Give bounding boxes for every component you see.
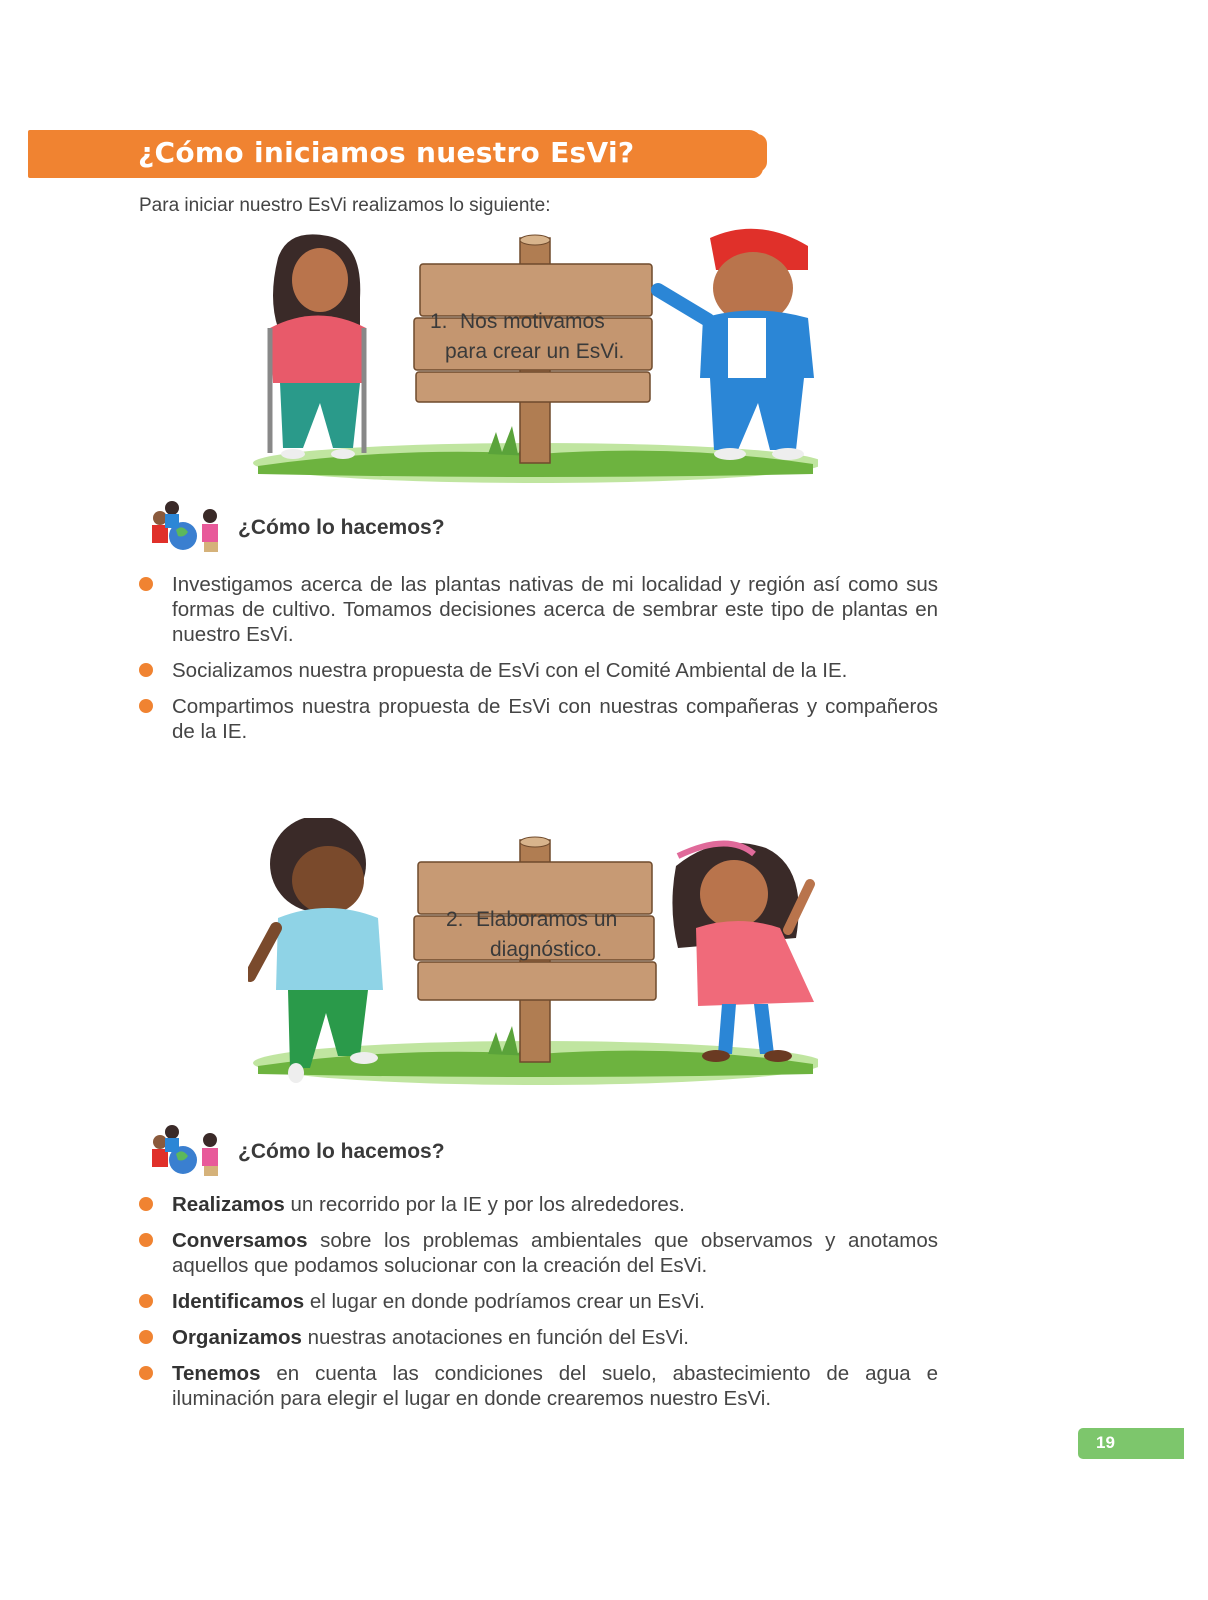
list-item: Realizamos un recorrido por la IE y por los alrededores.: [138, 1192, 938, 1217]
sign-2-line-1: Elaboramos un: [476, 908, 618, 931]
sign-1: [248, 218, 818, 498]
sign-2-line-2: diagnóstico.: [490, 938, 603, 961]
howto-label-1: ¿Cómo lo hacemos?: [238, 516, 445, 539]
sign-1-line-2: para crear un EsVi.: [445, 340, 625, 363]
bullet-dot: [139, 1330, 153, 1344]
list-item: Compartimos nuestra propuesta de EsVi con nuestras compañeras y compañeros de la IE.: [138, 694, 938, 744]
bullet-list-2: [138, 1192, 938, 1422]
list-item: Organizamos nuestras anotaciones en función del EsVi.: [138, 1325, 938, 1350]
howto-heading-2: [138, 1122, 445, 1182]
list-item: Tenemos en cuenta las condiciones del suelo, abastecimiento de agua e iluminación para elegir el lugar en donde crearemos nuestro EsVi.: [138, 1361, 938, 1411]
bullet-dot: [139, 577, 153, 591]
sign-1-number: 1.: [430, 310, 448, 333]
kids-globe-icon: [138, 1122, 228, 1182]
bullet-dot: [139, 1197, 153, 1211]
sign-2: [248, 818, 818, 1098]
list-item: Identificamos el lugar en donde podríamos crear un EsVi.: [138, 1289, 938, 1314]
kids-globe-icon: [138, 498, 228, 558]
bullet-dot: [139, 1294, 153, 1308]
sign-2-number: 2.: [446, 908, 464, 931]
bullet-list-1: [138, 572, 938, 755]
bullet-dot: [139, 1366, 153, 1380]
list-item: Conversamos sobre los problemas ambientales que observamos y anotamos aquellos que podamos solucionar con la creación del EsVi.: [138, 1228, 938, 1278]
page-title: ¿Cómo iniciamos nuestro EsVi?: [138, 136, 635, 169]
bullet-dot: [139, 663, 153, 677]
bullet-dot: [139, 699, 153, 713]
bullet-dot: [139, 1233, 153, 1247]
list-item: Investigamos acerca de las plantas nativas de mi localidad y región así como sus formas de cultivo. Tomamos decisiones acerca de sembrar este tipo de plantas en nuestro EsVi.: [138, 572, 938, 647]
howto-heading-1: [138, 498, 445, 558]
page-number: 19: [1096, 1433, 1115, 1452]
list-item: Socializamos nuestra propuesta de EsVi con el Comité Ambiental de la IE.: [138, 658, 938, 683]
sign-1-line-1: Nos motivamos: [460, 310, 605, 333]
howto-label-2: ¿Cómo lo hacemos?: [238, 1140, 445, 1163]
page-number-tab: [1078, 1428, 1184, 1459]
intro-text: Para iniciar nuestro EsVi realizamos lo siguiente:: [139, 195, 551, 216]
